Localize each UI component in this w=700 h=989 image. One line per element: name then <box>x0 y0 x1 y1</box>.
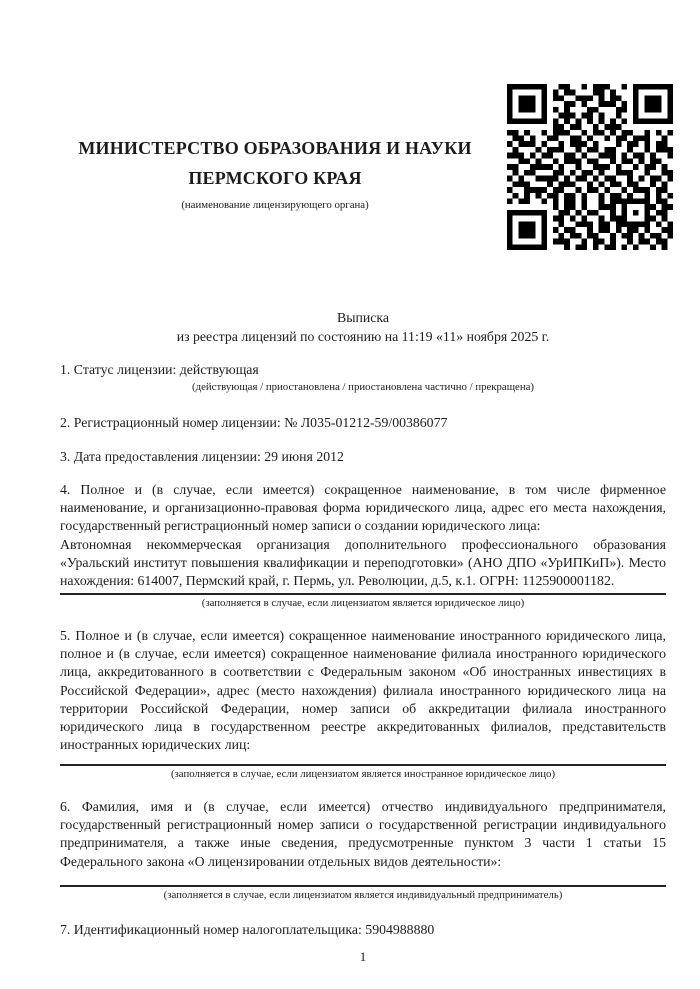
org-name-line2: ПЕРМСКОГО КРАЯ <box>188 168 362 188</box>
document-title <box>60 309 666 346</box>
item-legal-entity <box>60 481 666 610</box>
org-name-caption: (наименование лицензирующего органа) <box>181 199 369 211</box>
document-title-line1: Выписка <box>337 310 389 325</box>
license-status-caption: (действующая / приостановлена / приостановлена частично / прекращена) <box>192 381 534 394</box>
entrepreneur-caption: (заполняется в случае, если лицензиатом является индивидуальный предприниматель) <box>163 888 563 901</box>
legal-entity-value: Автономная некоммерческая организация дополнительного профессионального образования «Уральский институт повышения квалификации и переподготовки» (АНО ДПО «УрИПКиП»). Место нахождения: 614007, Пермский край, г. Пермь, ул. Революции, д.5, к.1. ОГРН: 1125900001182. <box>60 536 666 589</box>
legal-entity-caption: (заполняется в случае, если лицензиатом является юридическое лицо) <box>201 596 525 609</box>
item-taxpayer-id <box>60 921 666 939</box>
legal-entity-fill-line <box>60 593 666 595</box>
licensing-authority-header <box>60 133 490 212</box>
item-entrepreneur <box>60 798 666 902</box>
taxpayer-id-text: 7. Идентификационный номер налогоплательщика: 5904988880 <box>60 921 435 937</box>
foreign-entity-prompt: 5. Полное и (в случае, если имеется) сокращенное наименование иностранного юридического лица, полное и (в случае, если имеется) сокращенное наименование филиала иностранного юридического лица, аккредитованного в соответствии с Федеральным законом «Об иностранных инвестициях в Российской Федерации», адрес (место нахождения) филиала иностранного юридического лица на территории Российской Федерации, номер записи об аккредитации филиала иностранного юридического лица в государственном реестре аккредитованных филиалов, представительств иностранных юридических лиц: <box>60 627 666 753</box>
org-name-line1: МИНИСТЕРСТВО ОБРАЗОВАНИЯ И НАУКИ <box>78 138 472 158</box>
qr-code <box>507 84 673 250</box>
foreign-entity-caption: (заполняется в случае, если лицензиатом является иностранное юридическое лицо) <box>170 767 556 780</box>
item-grant-date <box>60 448 666 466</box>
item-license-status <box>60 361 666 394</box>
entrepreneur-prompt: 6. Фамилия, имя и (в случае, если имеется) отчество индивидуального предпринимателя, государственный регистрационный номер записи о государственной регистрации индивидуального предпринимателя, а также иные сведения, предусмотренные пунктом 3 части 1 статьи 15 Федерального закона «О лицензировании отдельных видов деятельности»: <box>60 798 666 869</box>
page-number: 1 <box>359 949 367 965</box>
grant-date-text: 3. Дата предоставления лицензии: 29 июня 2012 <box>60 448 344 464</box>
legal-entity-prompt: 4. Полное и (в случае, если имеется) сокращенное наименование, в том числе фирменное наименование, и организационно-правовая форма юридического лица, адрес его места нахождения, государственный регистрационный номер записи о создании юридического лица: <box>60 481 666 534</box>
license-status-text: 1. Статус лицензии: действующая <box>60 362 259 377</box>
document-title-line2: из реестра лицензий по состоянию на 11:19 «11» ноября 2025 г. <box>176 328 550 344</box>
item-foreign-entity <box>60 627 666 781</box>
registration-number-text: 2. Регистрационный номер лицензии: № Л035-01212-59/00386077 <box>60 415 448 431</box>
item-registration-number <box>60 414 666 432</box>
foreign-entity-fill-line <box>60 764 666 766</box>
entrepreneur-fill-line <box>60 885 666 887</box>
